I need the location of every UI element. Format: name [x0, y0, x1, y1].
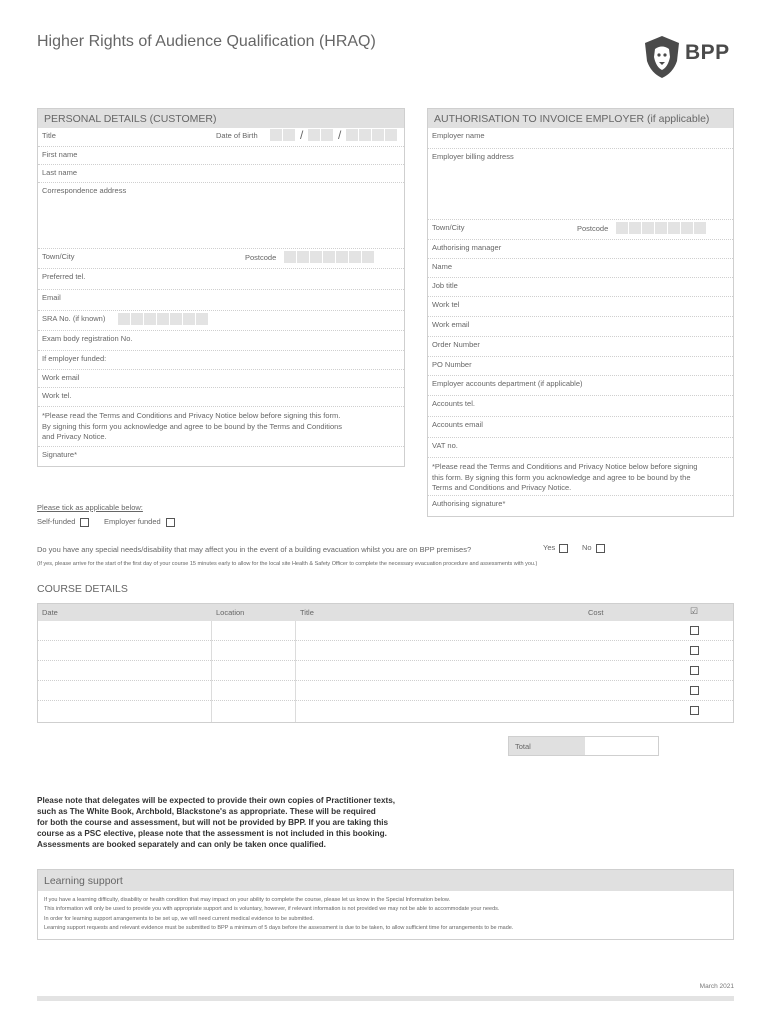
dob-month-boxes[interactable]: [308, 129, 333, 141]
learning-line: This information will only be used to provide you with appropriate support and is voluntary, however, if relevant information is not provided we may not be able to accommodate your needs.: [44, 906, 500, 913]
needs-note: (If yes, please arrive for the start of the first day of your course 15 minutes early to allow for the local site Health & Safety Officer to complete the necessary evacuation procedure and assessments with you.): [37, 561, 538, 567]
course-checkbox[interactable]: [690, 646, 699, 655]
needs-no-checkbox[interactable]: [596, 544, 605, 553]
needs-question: Do you have any special needs/disability that may affect you in the event of a building evacuation whilst you are on BPP premises?: [37, 545, 472, 554]
learning-support-heading: Learning support: [38, 870, 733, 891]
col-cost: Cost: [588, 608, 604, 617]
self-funded-checkbox[interactable]: [80, 518, 89, 527]
accounts-dept-row: [428, 376, 733, 396]
learning-support-text: [38, 891, 733, 938]
first-name-field[interactable]: [38, 147, 404, 165]
self-funded-label: Self-funded: [37, 517, 76, 526]
po-number-label: PO Number: [432, 360, 472, 369]
personal-details-heading: PERSONAL DETAILS (CUSTOMER): [38, 109, 404, 128]
employer-funded-row: [38, 351, 404, 370]
total-label: Total: [509, 737, 585, 755]
last-name-label: Last name: [42, 168, 78, 177]
email-field[interactable]: [38, 290, 404, 311]
table-row[interactable]: [38, 641, 733, 661]
auth-town-label: Town/City: [432, 223, 465, 232]
course-checkbox[interactable]: [690, 706, 699, 715]
address-label: Correspondence address: [42, 186, 127, 195]
auth-work-email-field[interactable]: [428, 317, 733, 337]
col-tick: ☑: [690, 606, 699, 616]
lion-head-icon: [643, 35, 681, 79]
accounts-tel-field[interactable]: [428, 396, 733, 417]
note-line: Assessments are booked separately and can only be taken once qualified.: [37, 839, 326, 849]
auth-terms-line: this form. By signing this form you acknowledge and agree to be bound by the: [432, 472, 691, 482]
auth-signature-label: Authorising signature*: [432, 499, 506, 508]
work-tel-field[interactable]: [38, 388, 404, 407]
sra-label: SRA No. (if known): [42, 314, 106, 323]
dob-label: Date of Birth: [216, 131, 258, 140]
manager-row: [428, 240, 733, 259]
vat-label: VAT no.: [432, 441, 458, 450]
authorisation-heading: AUTHORISATION TO INVOICE EMPLOYER (if applicable): [428, 109, 733, 128]
needs-no-label: No: [582, 543, 592, 552]
terms-text: [38, 407, 404, 447]
course-table: [37, 603, 734, 723]
table-row[interactable]: [38, 621, 733, 641]
order-number-field[interactable]: [428, 337, 733, 357]
table-row[interactable]: [38, 701, 733, 721]
auth-terms-text: [428, 458, 733, 496]
page-title: Higher Rights of Audience Qualification (HRAQ): [37, 33, 376, 50]
order-number-label: Order Number: [432, 340, 480, 349]
authorisation-panel: [427, 108, 734, 517]
dob-year-boxes[interactable]: [346, 129, 397, 141]
exam-body-field[interactable]: [38, 331, 404, 351]
table-row[interactable]: [38, 661, 733, 681]
sra-boxes[interactable]: [118, 313, 208, 325]
employer-funded-option-label: Employer funded: [104, 517, 161, 526]
footer-bar: [37, 996, 734, 1001]
po-number-field[interactable]: [428, 357, 733, 376]
last-name-field[interactable]: [38, 165, 404, 183]
auth-work-tel-field[interactable]: [428, 297, 733, 317]
first-name-label: First name: [42, 150, 78, 159]
accounts-dept-label: Employer accounts department (if applicable): [432, 379, 583, 388]
bpp-logo: [643, 35, 735, 79]
signature-label: Signature*: [42, 450, 78, 459]
auth-postcode-label: Postcode: [577, 224, 609, 233]
auth-town-postcode-row: [428, 220, 733, 240]
col-date: Date: [42, 608, 58, 617]
town-postcode-row: [38, 249, 404, 269]
auth-name-label: Name: [432, 262, 453, 271]
work-email-field[interactable]: [38, 370, 404, 388]
signature-field[interactable]: [38, 447, 404, 467]
email-label: Email: [42, 293, 61, 302]
accounts-email-label: Accounts email: [432, 420, 483, 429]
auth-postcode-boxes[interactable]: [616, 222, 706, 234]
note-line: course as a PSC elective, please note that the assessment is not included in this booking.: [37, 828, 387, 838]
col-title: Title: [300, 608, 314, 617]
auth-name-field[interactable]: [428, 259, 733, 278]
accounts-email-field[interactable]: [428, 417, 733, 438]
pref-tel-label: Preferred tel.: [42, 272, 86, 281]
postcode-label: Postcode: [245, 253, 277, 262]
auth-work-email-label: Work email: [432, 320, 470, 329]
footer-date: March 2021: [699, 983, 734, 990]
needs-yes-option[interactable]: [543, 543, 568, 553]
logo-text: BPP: [685, 41, 730, 64]
postcode-boxes[interactable]: [284, 251, 374, 263]
job-title-label: Job title: [432, 281, 458, 290]
course-checkbox[interactable]: [690, 686, 699, 695]
pref-tel-field[interactable]: [38, 269, 404, 290]
course-heading: COURSE DETAILS: [37, 583, 128, 595]
manager-label: Authorising manager: [432, 243, 502, 252]
auth-signature-field[interactable]: [428, 496, 733, 516]
self-funded-option[interactable]: [37, 517, 89, 527]
town-label: Town/City: [42, 252, 75, 261]
terms-line: and Privacy Notice.: [42, 432, 107, 441]
needs-yes-label: Yes: [543, 543, 556, 552]
course-checkbox[interactable]: [690, 626, 699, 635]
note-line: for both the course and assessment, but will not be provided by BPP. If you are taking this: [37, 817, 389, 827]
exam-body-label: Exam body registration No.: [42, 334, 133, 343]
dob-day-boxes[interactable]: [270, 129, 295, 141]
employer-funded-checkbox[interactable]: [166, 518, 175, 527]
address-field[interactable]: [38, 183, 404, 249]
work-tel-label: Work tel.: [42, 391, 72, 400]
terms-line: *Please read the Terms and Conditions and Privacy Notice below before signing this form.: [42, 411, 341, 420]
vat-field[interactable]: [428, 438, 733, 458]
total-value-field[interactable]: [585, 737, 658, 755]
table-row[interactable]: [38, 681, 733, 701]
col-location: Location: [216, 608, 245, 617]
sra-field: [38, 311, 404, 331]
accounts-tel-label: Accounts tel.: [432, 399, 475, 408]
employer-funded-option[interactable]: [104, 517, 175, 527]
employer-name-label: Employer name: [432, 131, 485, 140]
title-label: Title: [42, 131, 56, 140]
learning-line: In order for learning support arrangements to be set up, we will need current medical evidence to be submitted.: [44, 915, 314, 922]
total-box: [508, 736, 659, 756]
work-email-label: Work email: [42, 373, 80, 382]
employer-name-field[interactable]: [428, 128, 733, 149]
needs-no-option[interactable]: [582, 543, 605, 553]
dob-separator: /: [300, 128, 304, 142]
course-table-header: [38, 604, 733, 621]
note-line: Please note that delegates will be expected to provide their own copies of Practitioner texts,: [37, 796, 396, 805]
billing-address-field[interactable]: [428, 149, 733, 220]
terms-line: By signing this form you acknowledge and agree to be bound by the Terms and Conditions: [42, 421, 343, 431]
auth-terms-line: Terms and Conditions and Privacy Notice.: [432, 483, 572, 492]
needs-yes-checkbox[interactable]: [559, 544, 568, 553]
employer-funded-label: If employer funded:: [42, 354, 107, 363]
auth-terms-line: *Please read the Terms and Conditions and Privacy Notice below before signing: [432, 462, 698, 471]
job-title-field[interactable]: [428, 278, 733, 297]
title-field[interactable]: [38, 128, 404, 147]
dob-separator: /: [338, 128, 342, 142]
funding-prompt: Please tick as applicable below:: [37, 503, 143, 512]
practitioner-texts-note: [37, 796, 447, 851]
billing-address-label: Employer billing address: [432, 152, 514, 161]
learning-support-panel: [37, 869, 734, 940]
course-checkbox[interactable]: [690, 666, 699, 675]
learning-line: If you have a learning difficulty, disability or health condition that may impact on your ability to complete the course, please let us know in the Special Information below.: [44, 897, 451, 903]
learning-line: Learning support requests and relevant evidence must be submitted to BPP a minimum of 5 days before the assessment is due to be taken, to allow sufficient time for arrangements to be made.: [44, 925, 514, 932]
personal-details-panel: [37, 108, 405, 467]
auth-work-tel-label: Work tel: [432, 300, 460, 309]
note-line: such as The White Book, Archbold, Blackstone's as appropriate. These will be required: [37, 806, 376, 816]
